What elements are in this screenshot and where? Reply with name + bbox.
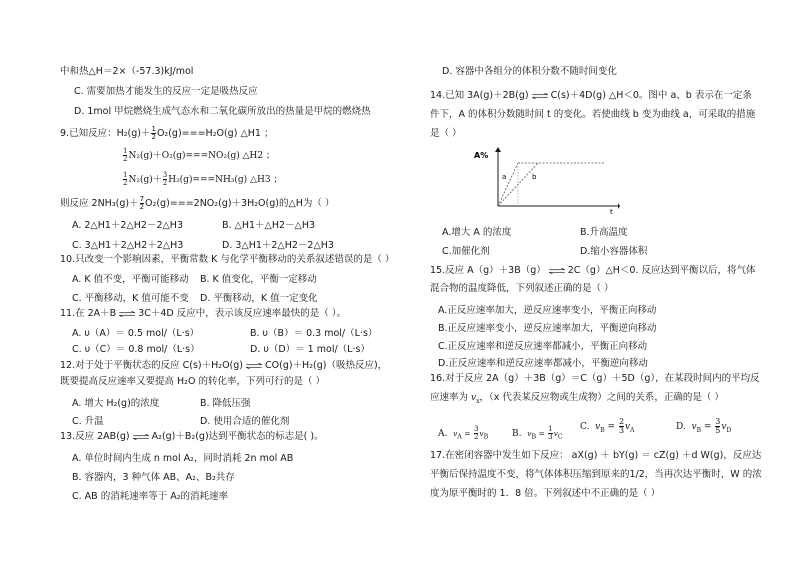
- q12-option-a: A. 增大 H₂(g)的浓度: [72, 398, 160, 409]
- q11-option-c: C. υ（C）＝ 0.8 mol/（L·s）: [72, 344, 200, 355]
- y-axis-arrow: [495, 147, 501, 152]
- question-15-stem-2: 混合物的温度降低，下列叙述正确的是（ ）: [430, 283, 614, 294]
- reversible-arrow-icon: [132, 434, 150, 440]
- q9-option-c: C. 3△H1＋2△H2＋2△H3: [72, 240, 184, 251]
- q16-option-c: C. $v_B$ = $\frac{2}{3}$ $v_A$: [580, 417, 635, 435]
- question-14-stem: 14.已知 3A(g)＋2B(g) C(s)＋4D(g) △H＜0。图中 a、b 表示在一定条: [430, 90, 752, 101]
- question-13-stem: 13.反应 2AB(g) A₂(g)＋B₂(g)达到平衡状态的标志是( )。: [60, 431, 324, 442]
- curve-b-label: b: [532, 173, 537, 181]
- question-12-stem-2: 既要提高反应速率又要提高 H₂O 的转化率，下列可行的是（ ）: [60, 376, 325, 387]
- question-9-equation-3: $\frac{1}{2}$ N₂(g)＋ $\frac{3}{2}$ H₂(g)===NH₃(g) △H3 ；: [123, 171, 283, 187]
- volume-fraction-graph: [470, 146, 620, 216]
- q10-option-a: A. K 值不变，平衡可能移动: [72, 274, 189, 285]
- q12-option-d: D. 使用合适的催化剂: [200, 416, 290, 427]
- text-line: 中和热△H＝2×（-57.3)kJ/mol: [60, 66, 194, 77]
- q15-option-d: D.正反应速率和逆反应速率都减小，平衡逆向移动: [438, 358, 648, 369]
- question-10-stem: 10.只改变一个影响因素，平衡常数 K 与化学平衡移动的关系叙述错误的是（ ）: [60, 254, 395, 265]
- question-14-stem-3: 是（ ）: [430, 128, 462, 139]
- q14-option-d: D.缩小容器体积: [580, 246, 648, 257]
- question-9-stem: 9.已知反应：H₂(g)＋ $\frac{1}{2}$ O₂(g)===H₂O(g) △H1 ；: [60, 125, 274, 141]
- question-9-equation-2: $\frac{1}{2}$ N₂(g)＋O₂(g)===NO₂(g) △H2 ；: [123, 147, 275, 163]
- graph-y-label: A%: [474, 151, 489, 160]
- q10-option-b: B. K 值变化，平衡一定移动: [200, 274, 317, 285]
- q16-option-d: D. $v_B$ = $\frac{3}{5}$ $v_D$: [676, 417, 732, 435]
- reversible-arrow-icon: [531, 93, 549, 99]
- q9-option-b: B. △H1＋△H2－△H3: [222, 220, 316, 231]
- q12-option-b: B. 降低压强: [200, 398, 251, 409]
- option-d-continued: D. 容器中各组分的体积分数不随时间变化: [442, 66, 617, 77]
- q15-option-b: B.正反应速率变小，逆反应速率加大，平衡逆向移动: [438, 323, 657, 334]
- q11-option-d: D. υ（D）＝ 1 mol/（L·s）: [250, 344, 370, 355]
- q10-option-d: D. 平衡移动，K 值一定变化: [200, 293, 318, 304]
- question-16-stem: 16.对于反应 2A（g）＋3B（g）＝C（g）＋5D（g），在某段时间内的平均反: [430, 373, 760, 384]
- q16-option-a: A. $v_A$ = $\frac{3}{2}$ $v_B$: [438, 425, 489, 441]
- q12-option-c: C. 升温: [72, 416, 104, 427]
- question-12-stem: 12.对于处于平衡状态的反应 C(s)＋H₂O(g) CO(g)＋H₂(g)（吸热反应)，: [60, 360, 388, 371]
- question-11-stem: 11.在 2A＋B 3C＋4D 反应中，表示该反应速率最快的是（ ）。: [60, 308, 347, 319]
- reversible-arrow-icon: [245, 363, 263, 369]
- q9-option-a: A. 2△H1＋2△H2－2△H3: [72, 220, 183, 231]
- q11-option-b: B. υ（B）＝ 0.3 mol/（L·s）: [250, 328, 378, 339]
- question-9-ask: 则反应 2NH₃(g)＋ $\frac{7}{2}$ O₂(g)===2NO₂(g)＋3H₂O(g)的△H为（ ）: [60, 195, 335, 211]
- question-17-stem: 17.在密闭容器中发生如下反应： aX(g) ＋ bY(g) ＝ cZ(g) ＋d W(g)，反应达: [430, 450, 762, 461]
- q14-option-c: C.加催化剂: [442, 246, 490, 257]
- graph-x-label: t: [610, 208, 613, 216]
- q13-option-c: C. AB 的消耗速率等于 A₂的消耗速率: [72, 491, 229, 502]
- q11-option-a: A. υ（A）＝ 0.5 mol/（L·s）: [72, 328, 200, 339]
- option-c: C. 需要加热才能发生的反应一定是吸热反应: [74, 86, 258, 97]
- q15-option-a: A.正反应速率加大，逆反应速率变小，平衡正向移动: [438, 305, 657, 316]
- option-d: D. 1mol 甲烷燃烧生成气态水和二氧化碳所放出的热量是甲烷的燃烧热: [74, 106, 371, 117]
- curve-a-label: a: [502, 173, 507, 181]
- q16-option-b: B. $v_B$ = $\frac{1}{3}$ $v_C$: [512, 425, 563, 441]
- question-17-stem-3: 度为原平衡时的 1．8 倍。下列叙述中不正确的是（ ）: [430, 488, 661, 499]
- question-14-stem-2: 件下，A 的体积分数随时间 t 的变化。若使曲线 b 变为曲线 a，可采取的措施: [430, 109, 756, 120]
- left-column: [60, 0, 410, 561]
- reversible-arrow-icon: [118, 311, 136, 317]
- q10-option-c: C. 平衡移动，K 值可能不变: [72, 293, 189, 304]
- question-15-stem: 15.反应 A（g）＋3B（g） 2C（g）△H＜0. 反应达到平衡以后，将气体: [430, 265, 756, 276]
- reversible-arrow-icon: [548, 268, 566, 274]
- question-16-stem-2: 应速率为 $v_x$，（x 代表某反应物或生成物）之间的关系，正确的是（ ）: [430, 392, 724, 405]
- q15-option-c: C.正反应速率和逆反应速率都减小，平衡正向移动: [438, 341, 648, 352]
- right-column: [430, 0, 760, 561]
- curve-a: [498, 163, 518, 206]
- q9-option-d: D. 3△H1＋2△H2－2△H3: [222, 240, 334, 251]
- q13-option-b: B. 容器内，3 种气体 AB、A₂、B₂共存: [72, 472, 235, 483]
- x-axis-arrow: [618, 203, 620, 209]
- q13-option-a: A. 单位时间内生成 n mol A₂，同时消耗 2n mol AB: [72, 453, 294, 464]
- q14-option-b: B.升高温度: [580, 227, 628, 238]
- q14-option-a: A.增大 A 的浓度: [442, 227, 512, 238]
- question-17-stem-2: 平衡后保持温度不变，将气体体积压缩到原来的1/2，当再次达平衡时，W 的浓: [430, 469, 762, 480]
